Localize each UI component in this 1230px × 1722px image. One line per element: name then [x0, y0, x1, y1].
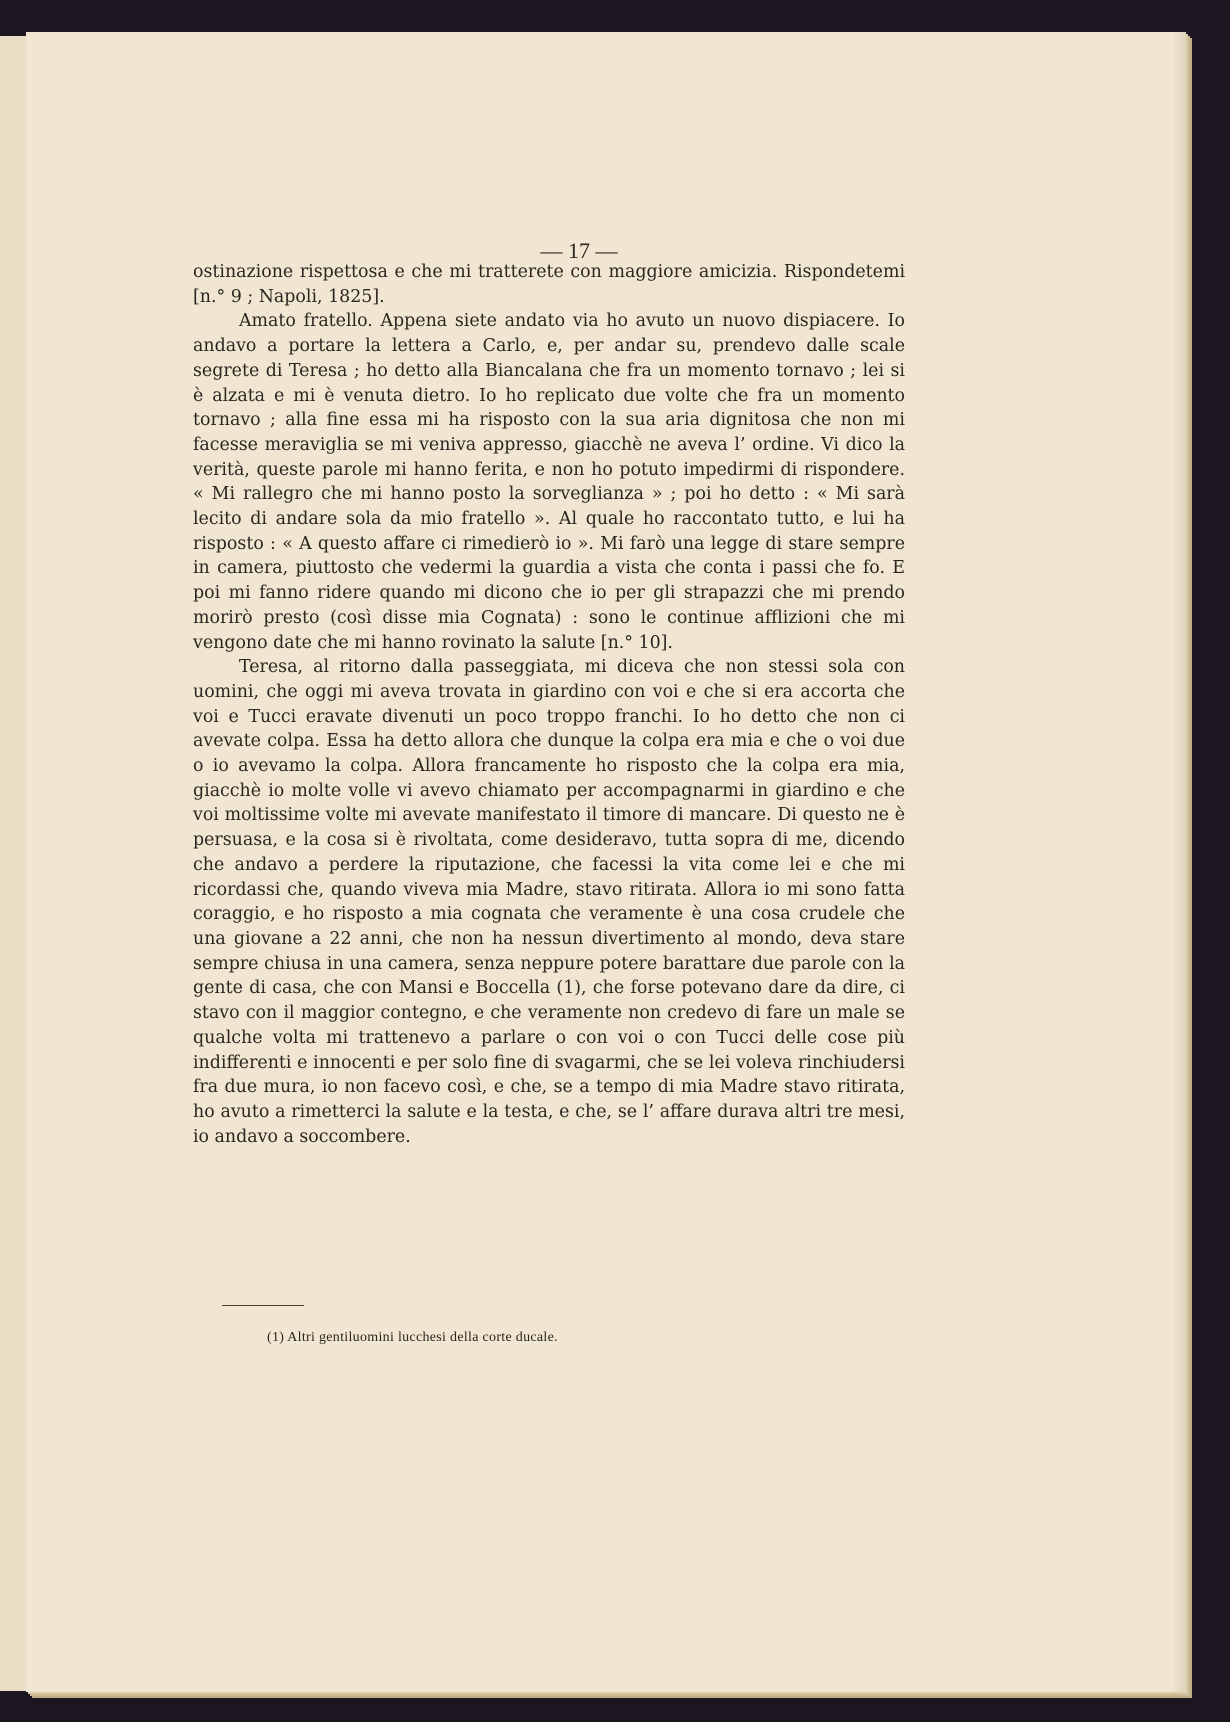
body-text: [193, 260, 905, 1149]
footnote-divider: [222, 1305, 304, 1306]
paragraph-letter: Amato fratello. Appena siete andato via ho avuto un nuovo dispiacere. Io andavo a portare la lettera a Carlo, e, per andar su, prendevo dalle scale segrete di Teresa ; ho detto alla Biancalana che fra un momento tornavo ; lei si è alzata e mi è venuta dietro. Io ho replicato due volte che fra un momento tornavo ; alla fine essa mi ha risposto con la sua aria dignitosa che non mi facesse meraviglia se mi veniva appresso, giacchè ne aveva l’ ordine. Vi dico la verità, queste parole mi hanno ferita, e non ho potuto impedirmi di rispondere. « Mi rallegro che mi hanno posto la sorveglianza » ; poi ho detto : « Mi sarà lecito di andare sola da mio fratello ». Al quale ho raccontato tutto, e lui ha risposto : « A questo affare ci rimedierò io ». Mi farò una legge di stare sempre in camera, piuttosto che vedermi la guardia a vista che conta i passi che fo. E poi mi fanno ridere quando mi dicono che io per gli strapazzi che mi prendo morirò presto (così disse mia Cognata) : sono le continue afflizioni che mi vengono date che mi hanno rovinato la salute [n.° 10].: [193, 311, 905, 653]
page-number: — 17 —: [540, 238, 618, 263]
footnote: (1) Altri gentiluomini lucchesi della corte ducale.: [267, 1330, 558, 1345]
paragraph-teresa: Teresa, al ritorno dalla passeggiata, mi diceva che non stessi sola con uomini, che oggi mi aveva trovata in giardino con voi e che si era accorta che voi e Tucci eravate divenuti un poco troppo franchi. Io ho detto che non ci avevate colpa. Essa ha detto allora che dunque la colpa era mia e che o voi due o io avevamo la colpa. Allora francamente ho risposto che la colpa era mia, giacchè io molte volle vi avevo chiamato per accompagnarmi in giardino e che voi moltissime volte mi avevate manifestato il timore di mancare. Di questo ne è persuasa, e la cosa si è rivoltata, come desideravo, tutta sopra di me, dicendo che andavo a perdere la riputazione, che facessi la vita come lei e che mi ricordassi che, quando viveva mia Madre, stavo ritirata. Allora io mi sono fatta coraggio, e ho risposto a mia cognata che veramente è una cosa crudele che una giovane a 22 anni, che non ha nessun divertimento al mondo, deva stare sempre chiusa in una camera, senza neppure potere barattare due parole con la gente di casa, che con Mansi e Boccella (1), che forse potevano dare da dire, ci stavo con il maggior contegno, e che veramente non credevo di fare un male se qualche volta mi trattenevo a parlare o con voi o con Tucci delle cose più indifferenti e innocenti e per solo fine di svagarmi, che se lei voleva rinchiudersi fra due mura, io non facevo così, e che, se a tempo di mia Madre stavo ritirata, ho avuto a rimetterci la salute e la testa, e che, se l’ affare durava altri tre mesi, io andavo a soccombere.: [193, 657, 905, 1147]
paragraph-continuation: ostinazione rispettosa e che mi tratterete con maggiore amicizia. Rispondetemi [n.° 9 ; Napoli, 1825].: [193, 262, 905, 307]
